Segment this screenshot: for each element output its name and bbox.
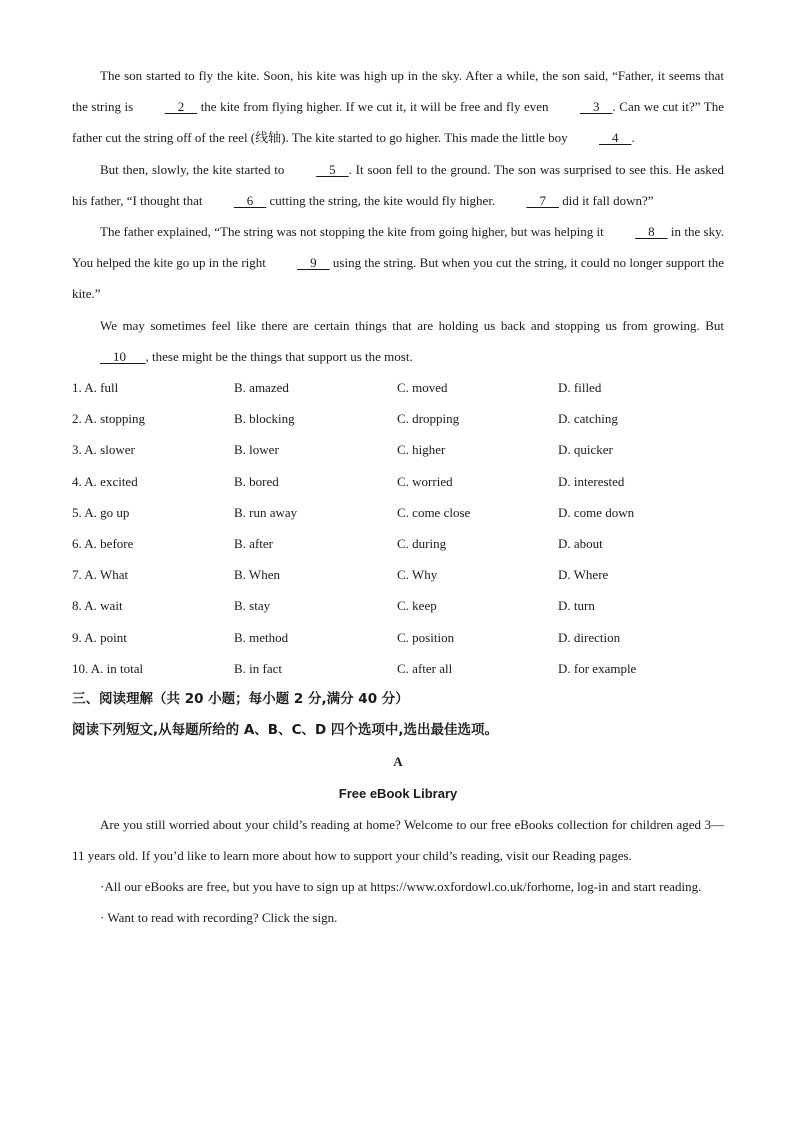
text: The father explained, “The string was not stopping the kite from going higher, but was helping it [100,224,608,240]
option-row [72,372,724,403]
option-a: 6. A. before [72,535,134,551]
option-b: B. method [234,629,289,645]
options-list [72,372,724,684]
option-a: 8. A. wait [72,598,123,614]
blank-7: 7 [526,192,559,208]
option-b: B. in fact [234,660,283,676]
option-b: B. When [234,567,280,583]
text: using the string. But when you cut the string, it could no longer support the kite.” [72,255,724,302]
option-row [72,497,724,528]
option-d: D. turn [558,598,595,614]
text: . [631,130,635,146]
passage-title: Free eBook Library [338,785,458,801]
text: cutting the string, the kite would fly higher. [266,192,499,208]
option-a: 3. A. slower [72,442,135,458]
cloze-paragraph-3 [72,216,724,310]
option-b: B. amazed [234,380,289,396]
text: the kite from flying higher. If we cut it, it will be free and fly even [197,99,553,115]
option-a: 7. A. What [72,567,129,583]
option-c: C. worried [397,473,453,489]
option-row [72,622,724,653]
text: We may sometimes feel like there are certain things that are holding us back and stopping us from growing. But [100,317,724,333]
option-c: C. after all [397,660,453,676]
blank-6: 6 [233,192,267,208]
option-a: 4. A. excited [72,473,138,489]
option-row [72,590,724,621]
document-page [72,60,724,934]
option-c: C. position [397,629,455,645]
text: But then, slowly, the kite started to [100,161,289,177]
cloze-paragraph-4 [72,310,724,372]
option-d: D. quicker [558,442,613,458]
option-d: D. for example [558,660,637,676]
passage-letter: A [393,754,403,770]
option-b: B. run away [234,504,298,520]
text: did it fall down?” [558,192,654,208]
option-row [72,434,724,465]
option-d: D. interested [558,473,625,489]
cloze-paragraph-2 [72,154,724,216]
blank-9: 9 [297,255,330,271]
option-c: C. moved [397,380,448,396]
option-c: C. come close [397,504,471,520]
option-d: D. direction [558,629,621,645]
passage-paragraph: Are you still worried about your child’s reading at home? Welcome to our free eBooks collection for children aged 3—11 years old. If you’d like to learn more about how to support your child’s reading, visit our Reading pages. [72,816,724,863]
option-a: 2. A. stopping [72,411,145,427]
option-d: D. Where [558,567,609,583]
option-row [72,528,724,559]
blank-2: 2 [164,99,198,115]
option-row [72,466,724,497]
option-c: C. Why [397,567,438,583]
option-b: B. after [234,535,273,551]
option-row [72,559,724,590]
text: The son started to fly the kite. Soon, his kite was high up in the sky. After a while, the son said, “Father, it seems that the string is [72,68,724,115]
option-d: D. about [558,535,603,551]
option-a: 5. A. go up [72,504,130,520]
option-row [72,653,724,684]
text: . It soon fell to the ground. The son was surprised to see this. He asked his father, “I thought that [72,161,724,208]
option-d: D. come down [558,504,635,520]
blank-4: 4 [598,130,632,146]
option-a: 9. A. point [72,629,127,645]
passage-bullet: · Want to read with recording? Click the sign. [100,910,338,926]
option-a: 10. A. in total [72,660,144,676]
option-c: C. higher [397,442,446,458]
option-d: D. catching [558,411,618,427]
option-b: B. stay [234,598,271,614]
section-heading: 三、阅读理解（共 20 小题；每小题 2 分,满分 40 分） [72,690,409,707]
cloze-paragraph-1 [72,60,724,154]
text: , these might be the things that support us the most. [145,348,413,364]
option-b: B. blocking [234,411,295,427]
passage-bullet: ·All our eBooks are free, but you have to sign up at https://www.oxfordowl.co.uk/forhome, log-in and start reading. [100,879,702,895]
blank-5: 5 [316,161,349,177]
option-row [72,403,724,434]
section-instruction: 阅读下列短文,从每题所给的 A、B、C、D 四个选项中,选出最佳选项。 [72,722,499,739]
option-d: D. filled [558,380,602,396]
text: . Can we cut it?” The father cut the string off of the reel (线轴). The kite started to go higher. This made the little boy [72,99,724,146]
blank-8: 8 [635,224,668,240]
option-b: B. lower [234,442,279,458]
blank-10: 10 [100,348,146,364]
option-b: B. bored [234,473,279,489]
text: in the sky. You helped the kite go up in the right [72,224,724,271]
option-c: C. during [397,535,447,551]
blank-3: 3 [580,99,613,115]
option-c: C. keep [397,598,437,614]
option-a: 1. A. full [72,380,119,396]
option-c: C. dropping [397,411,460,427]
